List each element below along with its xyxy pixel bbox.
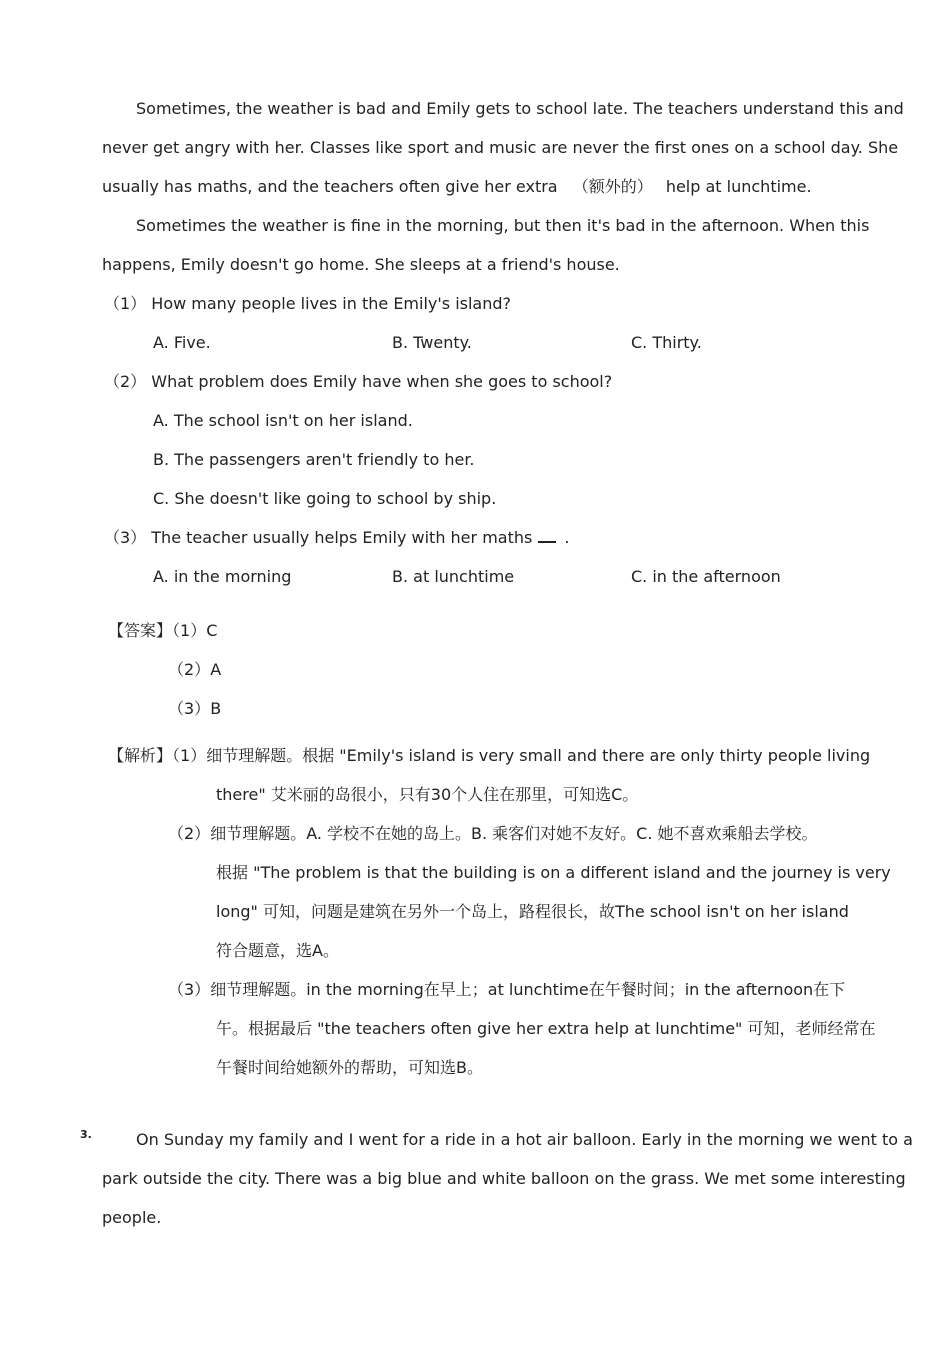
question-stem-end: . [564, 528, 570, 547]
answer-number: （3） [168, 699, 211, 718]
option-c: C. She doesn't like going to school by ship. [153, 489, 497, 508]
answer-number: （1） [172, 621, 207, 640]
passage-line: people. [102, 1208, 162, 1227]
answer-value: B [210, 699, 222, 718]
analysis-text: 细节理解题。A. 学校不在她的岛上。B. 乘客们对她不友好。C. 她不喜欢乘船去学校。 [210, 824, 818, 843]
question-1 [104, 293, 511, 315]
question-number: （1） [104, 294, 147, 313]
passage-gloss: （额外的） [572, 177, 653, 196]
analysis-number: （3） [168, 980, 211, 999]
answer-row-1 [108, 620, 217, 642]
passage-line: On Sunday my family and I went for a ride in a hot air balloon. Early in the morning we went to a [136, 1130, 913, 1149]
option-b: B. at lunchtime [392, 567, 515, 586]
answer-number: （2） [168, 660, 211, 679]
analysis-label: 【解析】 [108, 746, 173, 765]
analysis-line: long" 可知，问题是建筑在另外一个岛上，路程很长，故The school isn't on her island [216, 902, 849, 921]
question-stem: The teacher usually helps Emily with her maths [151, 528, 533, 547]
option-a: A. The school isn't on her island. [153, 411, 413, 430]
question-3 [104, 527, 569, 549]
question-stem: How many people lives in the Emily's island? [151, 294, 512, 313]
analysis-row-2 [168, 823, 818, 845]
passage-line: happens, Emily doesn't go home. She sleeps at a friend's house. [102, 255, 620, 274]
question-number-3: 3. [80, 1128, 92, 1141]
analysis-line: 根据 "The problem is that the building is on a different island and the journey is very [216, 863, 891, 882]
answer-row-3 [168, 698, 221, 720]
analysis-line: there" 艾米丽的岛很小，只有30个人住在那里，可知选C。 [216, 785, 639, 804]
passage-line [102, 176, 812, 198]
question-stem: What problem does Emily have when she goes to school? [151, 372, 613, 391]
option-c: C. in the afternoon [631, 567, 781, 586]
option-b: B. The passengers aren't friendly to her. [153, 450, 475, 469]
analysis-number: （2） [168, 824, 211, 843]
analysis-row-1 [108, 745, 870, 767]
answer-value: A [210, 660, 222, 679]
analysis-line: 符合题意，选A。 [216, 941, 339, 960]
analysis-row-3 [168, 979, 845, 1001]
passage-text: help at lunchtime. [665, 177, 812, 196]
option-b: B. Twenty. [392, 333, 472, 352]
analysis-line: 午。根据最后 "the teachers often give her extra help at lunchtime" 可知，老师经常在 [216, 1019, 876, 1038]
passage-text: usually has maths, and the teachers often give her extra [102, 177, 558, 196]
analysis-text: 细节理解题。根据 "Emily's island is very small and there are only thirty people living [206, 746, 871, 765]
analysis-text: 细节理解题。in the morning在早上；at lunchtime在午餐时间；in the afternoon在下 [210, 980, 846, 999]
option-c: C. Thirty. [631, 333, 702, 352]
passage-line: park outside the city. There was a big blue and white balloon on the grass. We met some interesting [102, 1169, 906, 1188]
answer-blank [538, 531, 556, 543]
answer-label: 【答案】 [108, 621, 173, 640]
question-2 [104, 371, 612, 393]
passage-line: Sometimes the weather is fine in the morning, but then it's bad in the afternoon. When this [136, 216, 870, 235]
passage-line: Sometimes, the weather is bad and Emily gets to school late. The teachers understand this and [136, 99, 904, 118]
analysis-number: （1） [172, 746, 207, 765]
question-number: （2） [104, 372, 147, 391]
answer-value: C [206, 621, 218, 640]
option-a: A. in the morning [153, 567, 292, 586]
question-number: （3） [104, 528, 147, 547]
analysis-line: 午餐时间给她额外的帮助，可知选B。 [216, 1058, 483, 1077]
answer-row-2 [168, 659, 221, 681]
option-a: A. Five. [153, 333, 211, 352]
passage-line: never get angry with her. Classes like sport and music are never the first ones on a school day. She [102, 138, 899, 157]
